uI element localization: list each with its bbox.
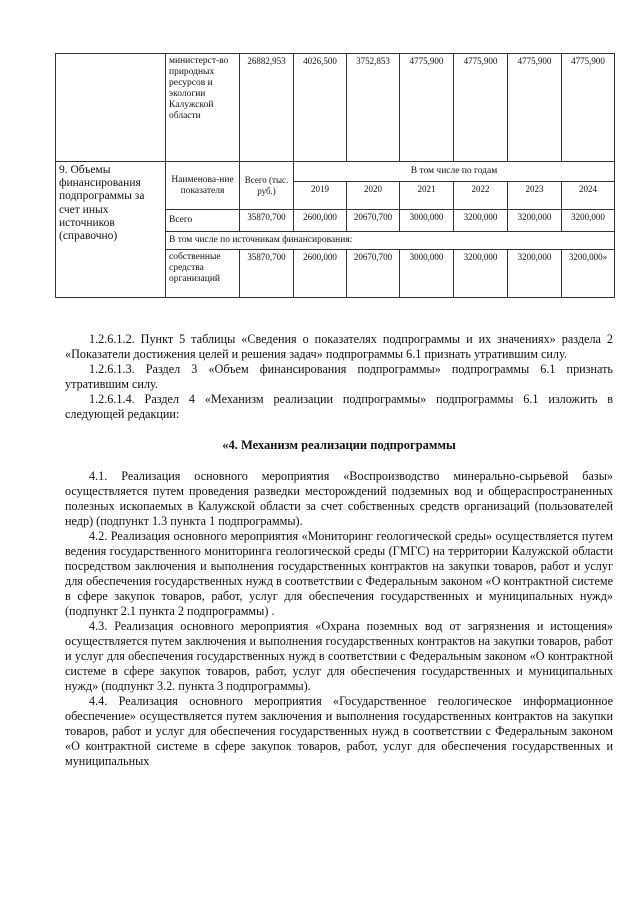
indicator-name-header: Наименова-ние показателя <box>166 162 240 210</box>
value-cell: 3200,000 <box>562 210 615 232</box>
value-cell: 4026,500 <box>294 54 347 162</box>
total-header: Всего (тыс. руб.) <box>240 162 294 210</box>
ministry-label: министерст-во природных ресурсов и экологии Калужской области <box>166 54 240 162</box>
value-cell: 2600,000 <box>294 250 347 298</box>
paragraph: 1.2.6.1.3. Раздел 3 «Объем финансирования подпрограммы» подпрограммы 6.1 признать утратившим силу. <box>65 362 613 391</box>
value-cell: 3200,000 <box>454 250 508 298</box>
year-header: 2019 <box>294 182 347 210</box>
paragraph: 1.2.6.1.2. Пункт 5 таблицы «Сведения о показателях подпрограммы и их значениях» раздела 2 «Показатели достижения целей и решения задач» подпрограммы 6.1 признать утратившим силу. <box>65 332 613 361</box>
table-row-ministry <box>56 54 615 162</box>
section-title-cell: 9. Объемы финансирования подпрограммы за счет иных источников (справочно) <box>56 162 166 298</box>
sources-caption: В том числе по источникам финансирования: <box>166 232 615 250</box>
value-cell: 3200,000 <box>508 250 562 298</box>
paragraph: 4.4. Реализация основного мероприятия «Государственное геологическое информационное обеспечение» осуществляется путем заключения и выполнения государственных контрактов на закупки товаров, работ и услуг для обеспечения государственных нужд в соответствии с Федеральным законом «О контрактной системе в сфере закупок товаров, работ, услуг для обеспечения государственных и муниципальных <box>65 694 613 768</box>
year-header: 2023 <box>508 182 562 210</box>
value-cell: 35870,700 <box>240 250 294 298</box>
table-row-header <box>56 162 615 182</box>
value-cell: 2600,000 <box>294 210 347 232</box>
value-cell: 4775,900 <box>508 54 562 162</box>
empty-cell <box>56 54 166 162</box>
year-header: 2022 <box>454 182 508 210</box>
body-text <box>65 332 613 769</box>
year-header: 2024 <box>562 182 615 210</box>
value-cell: 20670,700 <box>347 250 400 298</box>
year-header: 2021 <box>400 182 454 210</box>
total-label: Всего <box>166 210 240 232</box>
value-cell: 3200,000 <box>454 210 508 232</box>
year-header: 2020 <box>347 182 400 210</box>
value-cell: 3200,000 <box>508 210 562 232</box>
value-cell: 4775,900 <box>562 54 615 162</box>
value-cell: 4775,900 <box>400 54 454 162</box>
paragraph: 1.2.6.1.4. Раздел 4 «Механизм реализации подпрограммы» подпрограммы 6.1 изложить в следующей редакции: <box>65 392 613 421</box>
value-cell: 4775,900 <box>454 54 508 162</box>
paragraph: 4.3. Реализация основного мероприятия «Охрана поземных вод от загрязнения и истощения» осуществляется путем заключения и выполнения государственных контрактов на закупки товаров, работ и услуг для обеспечения государственных нужд в соответствии с Федеральным законом «О контрактной системе в сфере закупок товаров, работ, услуг для обеспечения государственных и муниципальных нужд» (подпункт 3.2. пункта 3 подпрограммы). <box>65 619 613 693</box>
value-cell: 3000,000 <box>400 210 454 232</box>
value-cell: 3752,853 <box>347 54 400 162</box>
financing-table <box>55 53 615 298</box>
paragraph: 4.2. Реализация основного мероприятия «Мониторинг геологической среды» осуществляется путем ведения государственного мониторинга геологической среды (ГМГС) на территории Калужской области посредством заключения и выполнения государственных контрактов на закупки товаров, работ и услуг для обеспечения государственных нужд в соответствии с Федеральным законом «О контрактной системе в сфере закупок товаров, работ, услуг для обеспечения государственных и муниципальных нужд» (подпункт 2.1 пункта 2 подпрограммы) . <box>65 529 613 618</box>
section-heading: «4. Механизм реализации подпрограммы <box>222 438 456 452</box>
by-years-header: В том числе по годам <box>294 162 615 182</box>
value-cell: 35870,700 <box>240 210 294 232</box>
paragraph: 4.1. Реализация основного мероприятия «Воспроизводство минерально-сырьевой базы» осуществляется путем проведения разведки месторождений подземных вод и общераспространенных полезных ископаемых в Калужской области за счет собственных средств организаций (пользователей недр) (подпункт 1.3 пункта 1 подпрограммы). <box>65 469 613 528</box>
value-cell: 26882,953 <box>240 54 294 162</box>
value-cell: 3200,000» <box>562 250 615 298</box>
value-cell: 20670,700 <box>347 210 400 232</box>
value-cell: 3000,000 <box>400 250 454 298</box>
own-funds-label: собственные средства организаций <box>166 250 240 298</box>
